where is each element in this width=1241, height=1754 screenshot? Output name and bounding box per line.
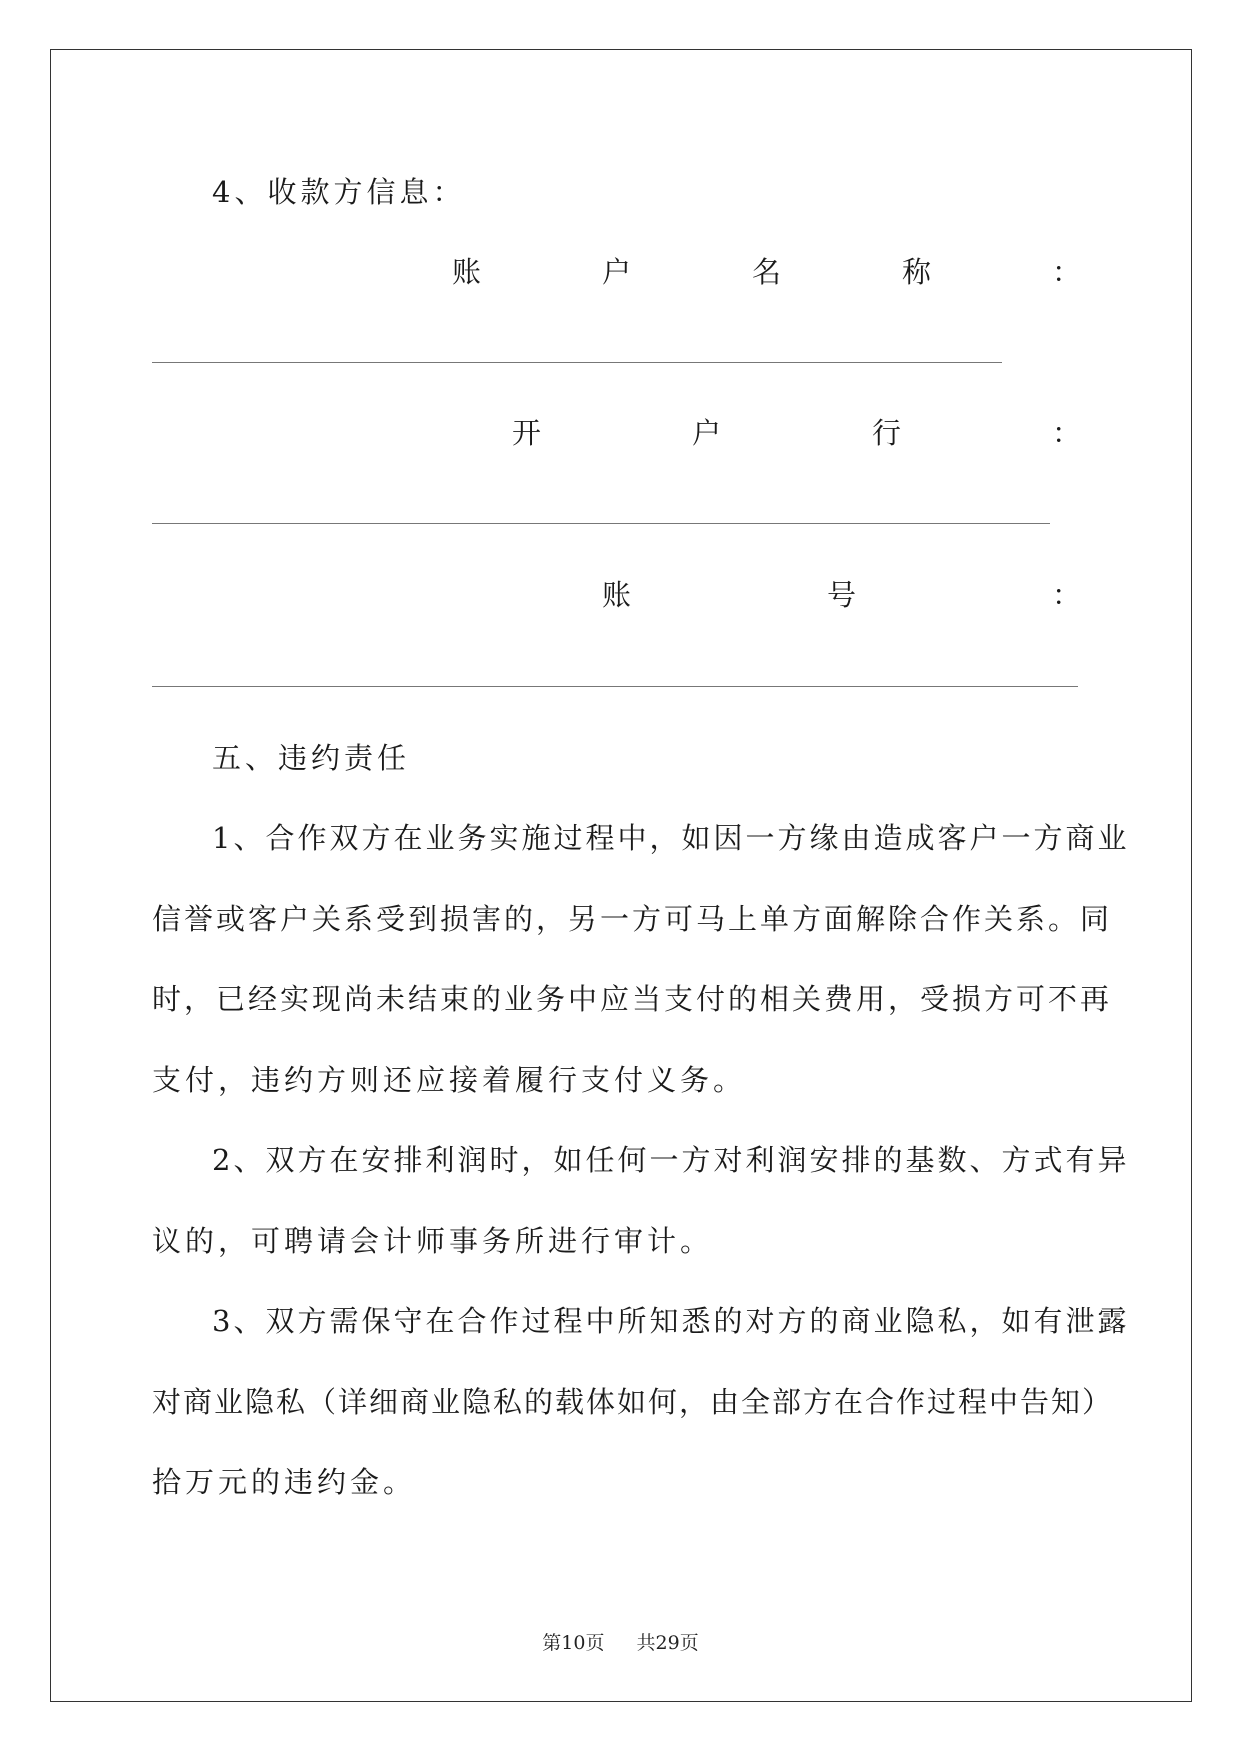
para1-line: 支付，违约方则还应接着履行支付义务。 — [152, 1063, 747, 1097]
account-name-blank-line — [152, 362, 1002, 363]
bank-label: 开 户 行 ： — [512, 416, 1082, 450]
bank-blank-line — [152, 523, 1050, 524]
page-total: 共29页 — [636, 1632, 699, 1654]
account-name-label: 账 户 名 称 ： — [452, 255, 1082, 289]
para3-line: 拾万元的违约金。 — [152, 1465, 417, 1499]
para3-line: 3、双方需保守在合作过程中所知悉的对方的商业隐私，如有泄露 — [212, 1304, 1130, 1338]
para1-line: 时，已经实现尚未结束的业务中应当支付的相关费用，受损方可不再 — [152, 982, 1113, 1016]
page-footer — [0, 1628, 1241, 1655]
para2-line: 议的，可聘请会计师事务所进行审计。 — [152, 1224, 714, 1258]
page-border — [50, 49, 1192, 1702]
para1-line: 1、合作双方在业务实施过程中，如因一方缘由造成客户一方商业 — [212, 821, 1130, 855]
section-5-title: 五、违约责任 — [212, 741, 411, 775]
para3-line: 对商业隐私（详细商业隐私的载体如何，由全部方在合作过程中告知） — [152, 1385, 1114, 1419]
page-number: 第10页 — [542, 1632, 605, 1654]
account-number-blank-line — [152, 686, 1078, 687]
para2-line: 2、双方在安排利润时，如任何一方对利润安排的基数、方式有异 — [212, 1143, 1130, 1177]
para1-line: 信誉或客户关系受到损害的，另一方可马上单方面解除合作关系。同 — [152, 902, 1113, 936]
account-number-label: 账 号 ： — [602, 578, 1082, 612]
section-4-title: 4、收款方信息： — [212, 175, 466, 209]
